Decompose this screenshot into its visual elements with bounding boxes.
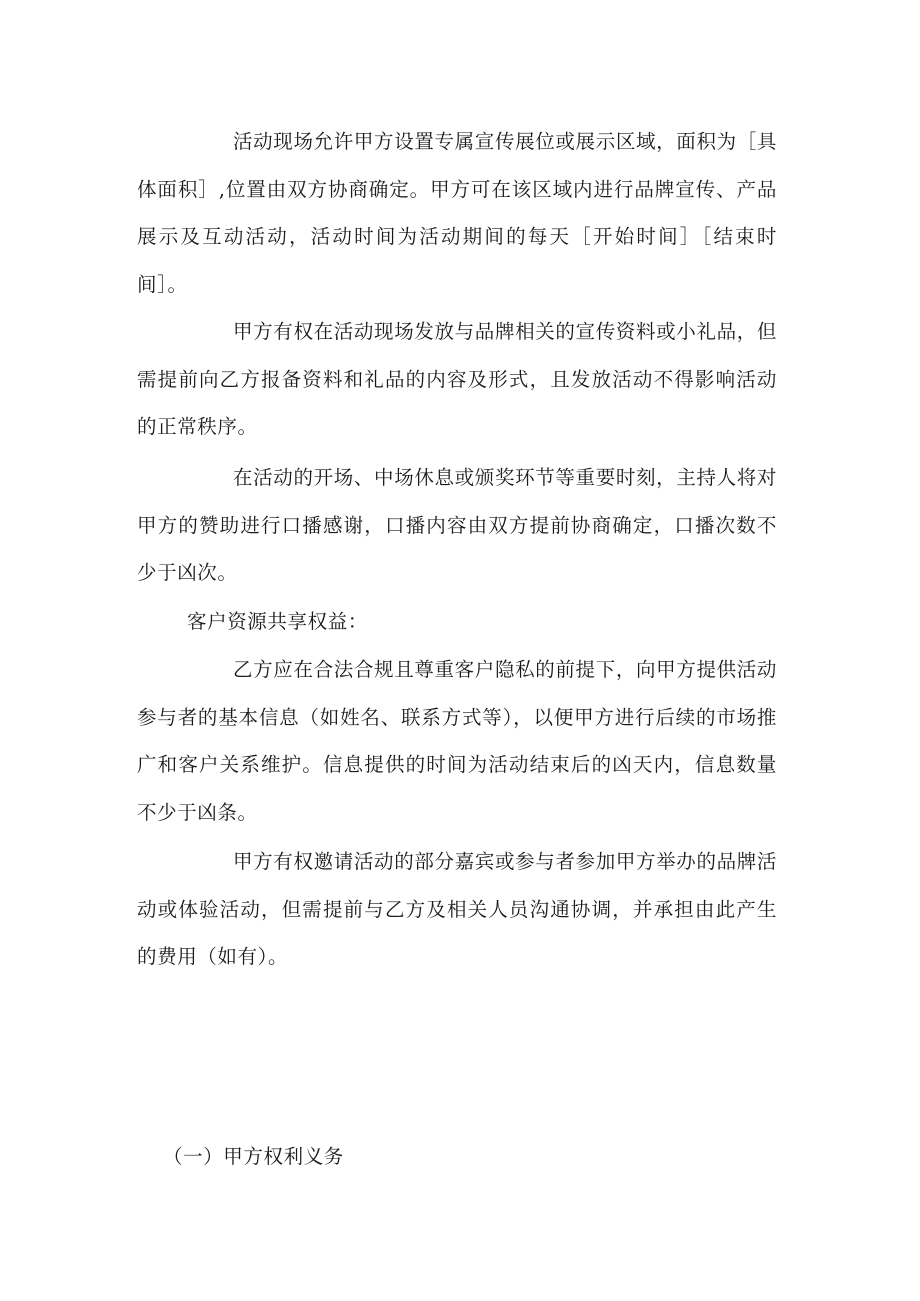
paragraph-exhibition-area: 活动现场允许甲方设置专属宣传展位或展示区域，面积为［具体面积］,位置由双方协商确定。甲方可在该区域内进行品牌宣传、产品展示及互动活动，活动时间为活动期间的每天［开始时间］［结束时间］。 (137, 130, 777, 296)
paragraph-participant-info: 乙方应在合法合规且尊重客户隐私的前提下，向甲方提供活动参与者的基本信息（如姓名、联系方式等），以便甲方进行后续的市场推广和客户关系维护。信息提供的时间为活动结束后的凶天内，信息数量不少于凶条。 (137, 658, 777, 824)
paragraph-verbal-thanks: 在活动的开场、中场休息或颁奖环节等重要时刻，主持人将对甲方的赞助进行口播感谢，口播内容由双方提前协商确定，口播次数不少于凶次。 (137, 466, 777, 584)
paragraph-promo-materials: 甲方有权在活动现场发放与品牌相关的宣传资料或小礼品，但需提前向乙方报备资料和礼品的内容及形式，且发放活动不得影响活动的正常秩序。 (137, 320, 777, 438)
paragraph-guest-invitation: 甲方有权邀请活动的部分嘉宾或参与者参加甲方举办的品牌活动或体验活动，但需提前与乙方及相关人员沟通协调，并承担由此产生的费用（如有）。 (137, 850, 777, 968)
section-label-customer-resources: 客户资源共享权益： (187, 610, 368, 633)
section-heading-party-a-rights: （一）甲方权利义务 (163, 1145, 344, 1168)
